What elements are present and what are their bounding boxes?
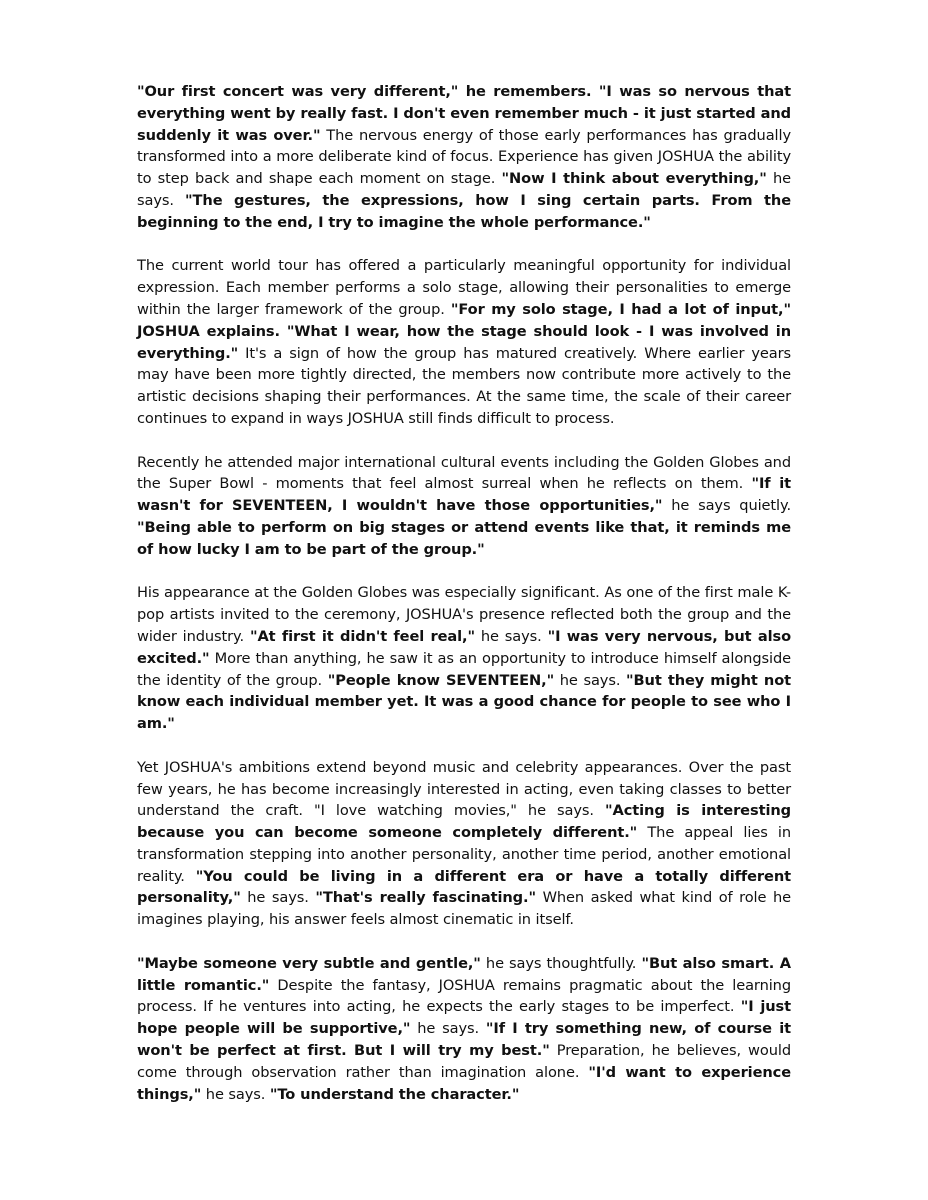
article-paragraph bbox=[137, 255, 791, 429]
quote-text: "Our first concert was very different," he remembers. "I was so nervous that everything went by really fast. I don't even remember much - it just started and suddenly it was over." bbox=[137, 83, 791, 144]
body-text: Despite the fantasy, JOSHUA remains pragmatic about the learning process. If he ventures into acting, he expects the early stages to be imperfect. bbox=[137, 976, 791, 1016]
quote-text: "But they might not know each individual member yet. It was a good chance for people to see who I am." bbox=[137, 671, 791, 733]
article-body bbox=[137, 81, 791, 1127]
quote-text: "Now I think about everything," bbox=[501, 170, 767, 188]
body-text: Recently he attended major international cultural events including the Golden Globes and the Super Bowl - moments that feel almost surreal when he reflects on them. bbox=[137, 453, 791, 493]
body-text: When asked what kind of role he imagines playing, his answer feels almost cinematic in itself. bbox=[137, 889, 791, 929]
quote-text: "But also smart. A little romantic." bbox=[137, 954, 791, 994]
quote-text: "I was very nervous, but also excited." bbox=[137, 627, 791, 667]
body-text: he says. bbox=[410, 1020, 486, 1038]
body-text: he says. bbox=[240, 889, 316, 907]
quote-text: "If it wasn't for SEVENTEEN, I wouldn't have those opportunities," bbox=[137, 475, 792, 515]
body-text: The current world tour has offered a particularly meaningful opportunity for individual expression. Each member performs a solo stage, allowing their personalities to emerge within the larger framework of the group. bbox=[137, 257, 791, 318]
body-text: he says. bbox=[201, 1085, 270, 1103]
body-text: The nervous energy of those early performances has gradually transformed into a more deliberate kind of focus. Experience has given JOSHUA the ability to step back and shape each moment on stage. bbox=[137, 126, 791, 188]
body-text: he says thoughtfully. bbox=[480, 954, 642, 972]
body-text: he says quietly. bbox=[662, 497, 791, 515]
article-paragraph bbox=[137, 452, 791, 561]
quote-text: "You could be living in a different era or have a totally different personality," bbox=[137, 867, 791, 907]
quote-text: "At first it didn't feel real," bbox=[249, 627, 475, 645]
quote-text: "People know SEVENTEEN," bbox=[327, 671, 555, 689]
quote-text: "I'd want to experience things," bbox=[137, 1063, 792, 1103]
article-paragraph bbox=[137, 582, 791, 735]
body-text: he says. bbox=[137, 170, 791, 209]
quote-text: "To understand the character." bbox=[269, 1085, 520, 1103]
body-text: he says. bbox=[474, 627, 548, 645]
quote-text: "I just hope people will be supportive," bbox=[137, 998, 792, 1038]
quote-text: "If I try something new, of course it won't be perfect at first. But I will try my best." bbox=[137, 1020, 791, 1060]
quote-text: "For my solo stage, I had a lot of input," JOSHUA explains. "What I wear, how the stage should look - I was involved in everything." bbox=[137, 300, 791, 362]
body-text: he says. bbox=[554, 671, 627, 689]
body-text: More than anything, he saw it as an opportunity to introduce himself alongside the identity of the group. bbox=[137, 649, 791, 689]
quote-text: "That's really fascinating." bbox=[315, 889, 536, 907]
quote-text: "The gestures, the expressions, how I sing certain parts. From the beginning to the end, I try to imagine the whole performance." bbox=[137, 191, 791, 231]
body-text: Yet JOSHUA's ambitions extend beyond music and celebrity appearances. Over the past few years, he has become increasingly interested in acting, even taking classes to better understand the craft. "I love watching movies," he says. bbox=[137, 758, 791, 820]
body-text: The appeal lies in transformation stepping into another personality, another time period, another emotional reality. bbox=[137, 824, 791, 885]
article-paragraph bbox=[137, 953, 791, 1106]
article-paragraph bbox=[137, 81, 791, 234]
quote-text: "Being able to perform on big stages or attend events like that, it reminds me of how lucky I am to be part of the group." bbox=[137, 518, 791, 558]
body-text: His appearance at the Golden Globes was especially significant. As one of the first male K-pop artists invited to the ceremony, JOSHUA's presence reflected both the group and the wider industry. bbox=[137, 584, 791, 645]
quote-text: "Maybe someone very subtle and gentle," bbox=[137, 954, 481, 972]
body-text: Preparation, he believes, would come through observation rather than imagination alone. bbox=[137, 1042, 791, 1081]
body-text: It's a sign of how the group has matured creatively. Where earlier years may have been more tightly directed, the members now contribute more actively to the artistic decisions shaping their performances. At the same time, the scale of their career continues to expand in ways JOSHUA still finds difficult to process. bbox=[137, 344, 791, 427]
quote-text: "Acting is interesting because you can become someone completely different." bbox=[137, 802, 791, 842]
article-paragraph bbox=[137, 757, 791, 931]
